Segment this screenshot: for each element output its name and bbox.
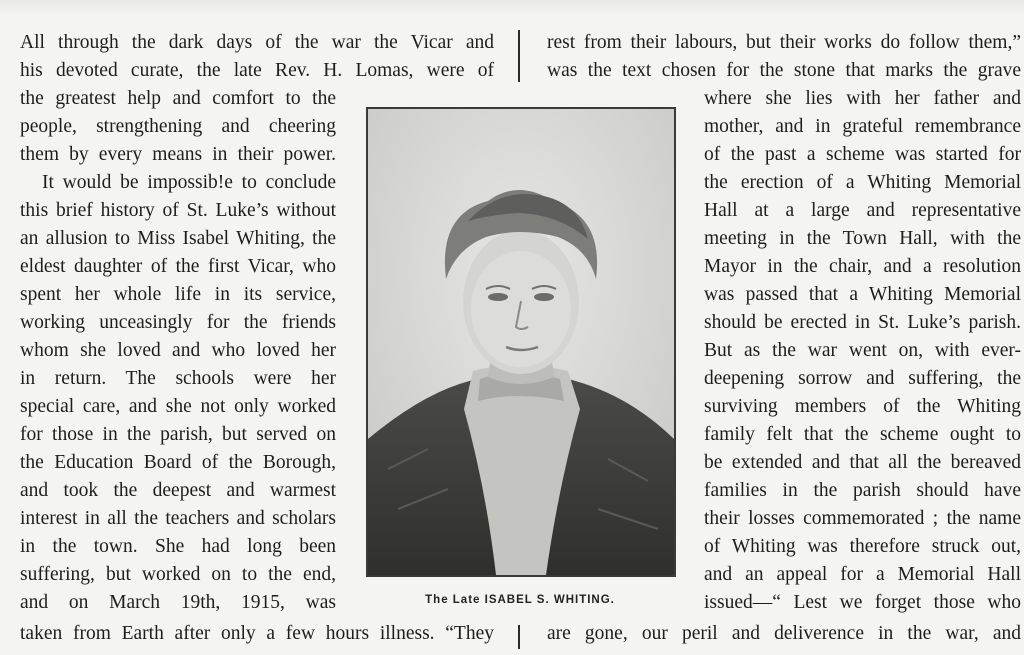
article-line: in the town. She had long been: [20, 536, 336, 557]
article-line: was passed that a Whiting Memorial: [704, 284, 1021, 305]
article-line: whom she loved and who loved her: [20, 340, 336, 361]
article-line: was the text chosen for the stone that marks the grave: [547, 60, 1021, 81]
article-line: of Whiting was therefore struck out,: [704, 536, 1021, 557]
article-line: Hall at a large and representative: [704, 200, 1021, 221]
article-line: the greatest help and comfort to the: [20, 88, 336, 109]
article-line: deepening sorrow and suffering, the: [704, 368, 1021, 389]
article-line: rest from their labours, but their works do follow them,”: [547, 32, 1021, 53]
article-line: issued—“ Lest we forget those who: [704, 592, 1021, 613]
article-line: and took the deepest and warmest: [20, 480, 336, 501]
article-line: interest in all the teachers and scholars: [20, 508, 336, 529]
article-line: But as the war went on, with ever-: [704, 340, 1021, 361]
article-line: in return. The schools were her: [20, 368, 336, 389]
article-line: this brief history of St. Luke’s without: [20, 200, 336, 221]
article-line: for those in the parish, but served on: [20, 424, 336, 445]
portrait-image: [368, 109, 674, 575]
article-line: be extended and that all the bereaved: [704, 452, 1021, 473]
article-line: are gone, our peril and deliverence in the war, and: [547, 623, 1021, 644]
article-line: It would be impossib!e to conclude: [42, 172, 336, 193]
article-line: working unceasingly for the friends: [20, 312, 336, 333]
figure-caption: The Late ISABEL S. WHITING.: [425, 594, 615, 606]
article-line: Mayor in the chair, and a resolution: [704, 256, 1021, 277]
article-line: families in the parish should have: [704, 480, 1021, 501]
article-line: the Education Board of the Borough,: [20, 452, 336, 473]
article-line: people, strengthening and cheering: [20, 116, 336, 137]
column-rule-bottom: [518, 625, 520, 649]
article-line: suffering, but worked on to the end,: [20, 564, 336, 585]
article-line: should be erected in St. Luke’s parish.: [704, 312, 1021, 333]
article-line: the erection of a Whiting Memorial: [704, 172, 1021, 193]
article-line: and on March 19th, 1915, was: [20, 592, 336, 613]
article-line: his devoted curate, the late Rev. H. Lomas, were of: [20, 60, 494, 81]
article-line: eldest daughter of the first Vicar, who: [20, 256, 336, 277]
article-line: an allusion to Miss Isabel Whiting, the: [20, 228, 336, 249]
article-line: them by every means in their power.: [20, 144, 336, 165]
article-line: where she lies with her father and: [704, 88, 1021, 109]
page-top-edge: [0, 0, 1024, 14]
article-line: their losses commemorated ; the name: [704, 508, 1021, 529]
column-rule-top: [518, 30, 520, 82]
article-line: spent her whole life in its service,: [20, 284, 336, 305]
article-line: taken from Earth after only a few hours illness. “They: [20, 623, 494, 644]
article-line: family felt that the scheme ought to: [704, 424, 1021, 445]
article-line: mother, and in grateful remembrance: [704, 116, 1021, 137]
article-line: meeting in the Town Hall, with the: [704, 228, 1021, 249]
article-line: and an appeal for a Memorial Hall: [704, 564, 1021, 585]
article-line: of the past a scheme was started for: [704, 144, 1021, 165]
article-line: special care, and she not only worked: [20, 396, 336, 417]
portrait-photo: [366, 107, 676, 577]
article-line: surviving members of the Whiting: [704, 396, 1021, 417]
article-line: All through the dark days of the war the Vicar and: [20, 32, 494, 53]
